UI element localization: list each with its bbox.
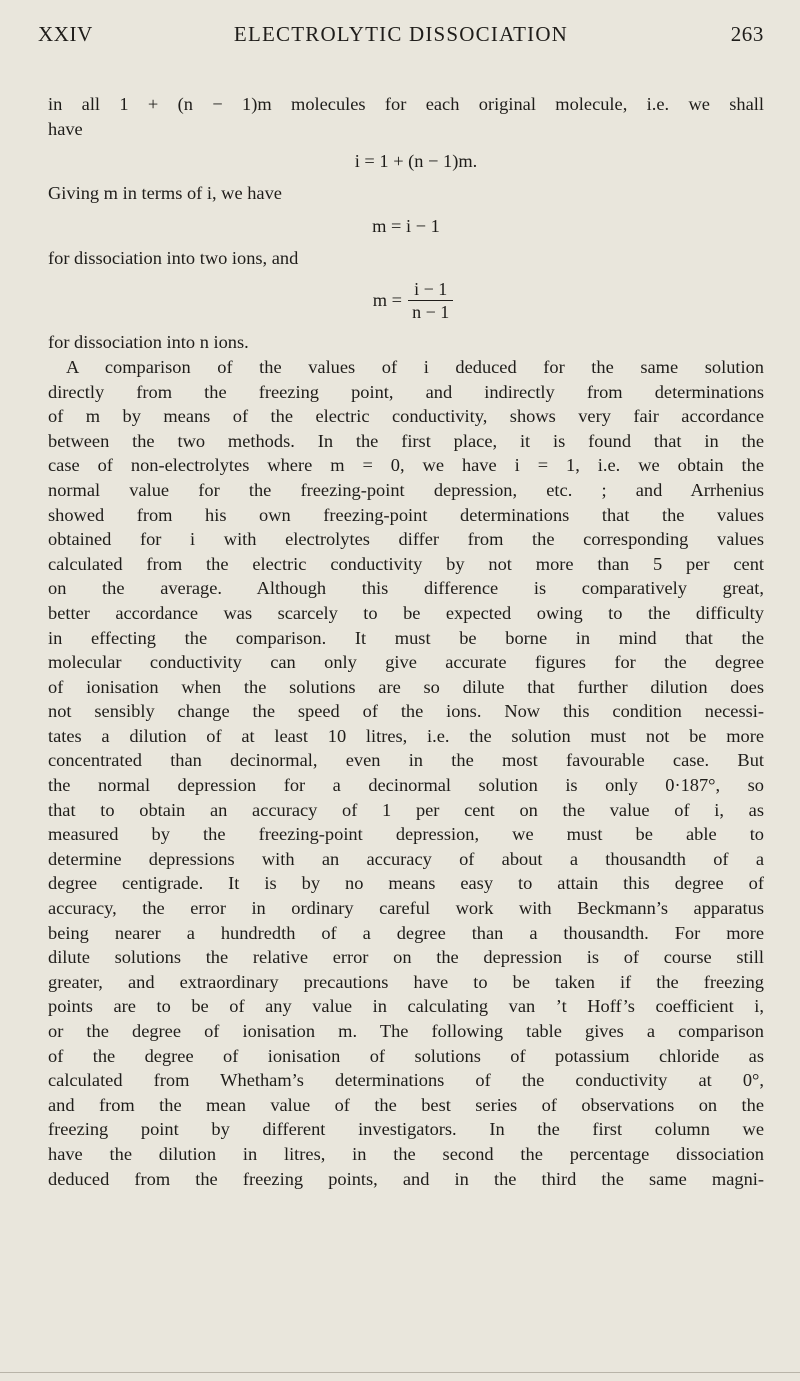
equation-m-n-ions (48, 270, 764, 330)
paragraph-line: calculated from Whetham’s determinations of the conductivity at 0°, (48, 1070, 764, 1091)
paragraph-line: between the two methods. In the first place, it is found that in the (48, 430, 764, 451)
running-header (38, 22, 764, 56)
paragraph-line: molecular conductivity can only give accurate figures for the degree (48, 652, 764, 673)
main-paragraph (48, 355, 764, 1191)
paragraph-line: greater, and extraordinary precautions have to be taken if the freezing (48, 971, 764, 992)
text-line: for dissociation into n ions. (48, 332, 249, 353)
fraction-denominator: n − 1 (412, 301, 450, 322)
paragraph-line: in effecting the comparison. It must be borne in mind that the (48, 627, 764, 648)
paragraph-line: of m by means of the electric conductivity, shows very fair accordance (48, 406, 764, 427)
equation-i: i = 1 + (n − 1)m. (354, 151, 478, 172)
paragraph-line: of ionisation when the solutions are so dilute that further dilution does (48, 676, 764, 697)
paragraph-line: dilute solutions the relative error on the depression is of course still (48, 947, 764, 968)
chapter-number: XXIV (38, 22, 93, 46)
paragraph-line: freezing point by different investigators. In the first column we (48, 1119, 764, 1140)
paragraph-line: tates a dilution of at least 10 litres, i.e. the solution must not be more (48, 725, 764, 746)
paragraph-line: or the degree of ionisation m. The following table gives a comparison (48, 1021, 764, 1041)
fraction (408, 278, 453, 323)
paragraph-line: the normal depression for a decinormal solution is only 0·187°, so (48, 775, 764, 796)
equation-lhs: m = (372, 290, 403, 311)
paragraph-line: have the dilution in litres, in the second the percentage dissociation (48, 1143, 764, 1164)
paragraph-line: concentrated than decinormal, even in the most favourable case. But (48, 750, 764, 771)
equation-m-two-ions: m = i − 1 (372, 215, 440, 236)
page-body (48, 92, 764, 1191)
paragraph-line: calculated from the electric conductivity by not more than 5 per cent (48, 553, 764, 574)
paragraph-line: of the degree of ionisation of solutions of potassium chloride as (48, 1045, 764, 1066)
paragraph-line: determine depressions with an accuracy of about a thousandth of a (48, 848, 764, 869)
paragraph-line: showed from his own freezing-point determinations that the values (48, 504, 764, 525)
text-line: in all 1 + (n − 1)m molecules for each original molecule, i.e. we shall (48, 94, 764, 114)
paragraph-line: and from the mean value of the best series of observations on the (48, 1094, 764, 1115)
text-line: for dissociation into two ions, and (48, 247, 299, 268)
running-title: ELECTROLYTIC DISSOCIATION (233, 22, 569, 46)
paragraph-line: that to obtain an accuracy of 1 per cent on the value of i, as (48, 799, 764, 820)
fraction-numerator: i − 1 (414, 278, 448, 299)
paragraph-line: directly from the freezing point, and indirectly from determinations (48, 381, 764, 402)
paragraph-line: on the average. Although this difference is comparatively great, (48, 578, 764, 599)
page-edge-rule (0, 1372, 800, 1373)
paragraph-line: measured by the freezing-point depression, we must be able to (48, 824, 764, 845)
paragraph-line: not sensibly change the speed of the ions. Now this condition necessi- (48, 701, 764, 722)
paragraph-line: points are to be of any value in calculating van ’t Hoff’s coefficient i, (48, 996, 764, 1017)
paragraph-line: A comparison of the values of i deduced for the same solution (66, 356, 764, 377)
paragraph-line: being nearer a hundredth of a degree than a thousandth. For more (48, 922, 764, 943)
paragraph-line: accuracy, the error in ordinary careful work with Beckmann’s apparatus (48, 898, 764, 919)
paragraph-line: deduced from the freezing points, and in the third the same magni- (48, 1168, 764, 1189)
text-line: Giving m in terms of i, we have (48, 183, 282, 204)
paragraph-line: degree centigrade. It is by no means easy to attain this degree of (48, 873, 764, 894)
paragraph-line: case of non-electrolytes where m = 0, we have i = 1, i.e. we obtain the (48, 455, 764, 476)
text-line: have (48, 118, 83, 139)
page-number: 263 (730, 22, 764, 46)
paragraph-line: better accordance was scarcely to be expected owing to the difficulty (48, 602, 764, 623)
paragraph-line: normal value for the freezing-point depression, etc. ; and Arrhenius (48, 479, 764, 500)
paragraph-line: obtained for i with electrolytes differ from the corresponding values (48, 529, 764, 550)
